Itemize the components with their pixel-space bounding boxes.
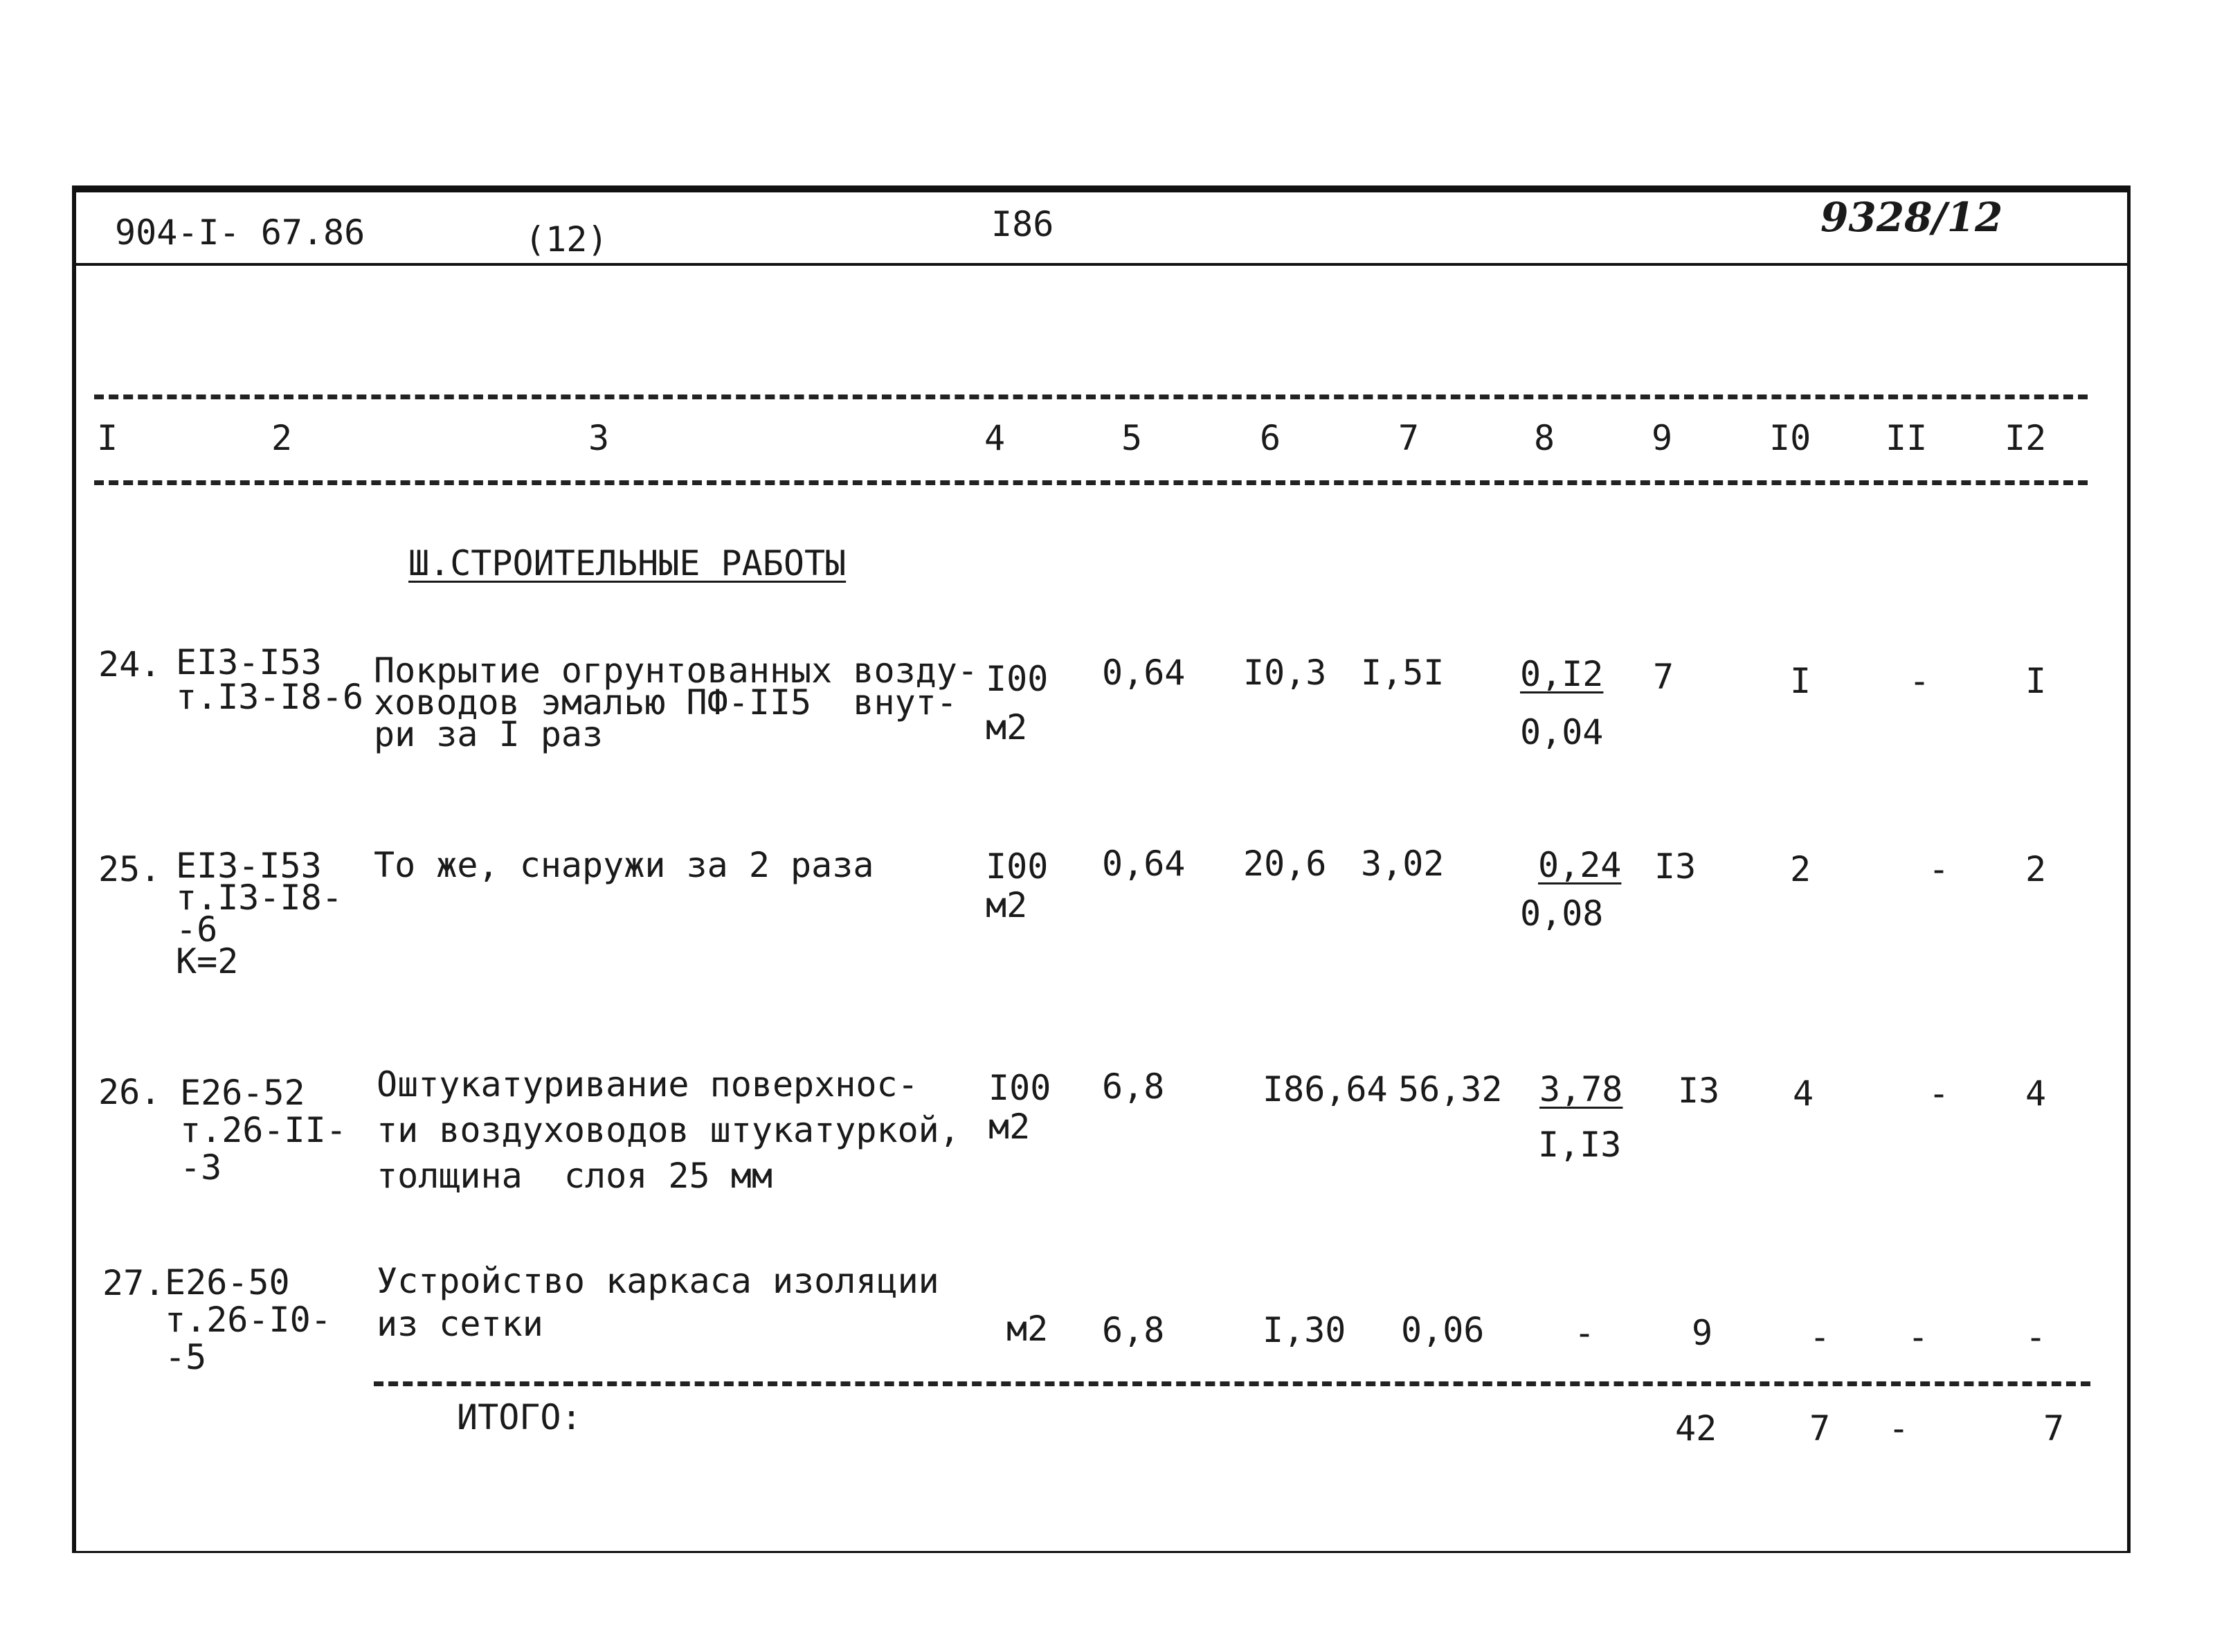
archive-number: 9328/12 <box>1820 194 2003 241</box>
sheet-mark: (12) <box>525 219 608 260</box>
row-26-col11: - <box>1928 1073 1950 1114</box>
row-25-col6: 20,6 <box>1243 844 1327 884</box>
row-25-col11: - <box>1928 849 1950 889</box>
row-24-col7: I,5I <box>1361 653 1445 693</box>
total-col9: 42 <box>1675 1408 1717 1449</box>
row-26-col6: I86,64 <box>1263 1069 1388 1109</box>
row-27-description: Устройство каркаса изоляции из сетки <box>377 1261 939 1344</box>
row-24-col8-top: 0,I2 <box>1520 654 1604 694</box>
row-27-col8: - <box>1574 1313 1595 1353</box>
row-25-col9: I3 <box>1654 846 1697 887</box>
row-27-col12: - <box>2025 1317 2047 1357</box>
row-26-col5: 6,8 <box>1102 1066 1165 1107</box>
row-24-col6: I0,3 <box>1243 653 1327 693</box>
row-24-col12: I <box>2025 661 2047 701</box>
total-rule <box>374 1381 2090 1386</box>
row-26-unit: I00 м2 <box>988 1068 1051 1147</box>
column-header-top-rule <box>94 394 2088 399</box>
total-col11: - <box>1888 1408 1910 1449</box>
row-25-unit: I00 м2 <box>986 846 1049 925</box>
column-header-4: 4 <box>984 418 1006 458</box>
row-25-col8-top: 0,24 <box>1538 845 1622 885</box>
row-26-code: E26-52 т.26-II- -3 <box>180 1073 347 1188</box>
row-27-col7: 0,06 <box>1401 1310 1485 1350</box>
row-26-col8-top: 3,78 <box>1539 1069 1623 1109</box>
row-24-unit: I00 м2 <box>986 659 1049 747</box>
column-header-1: I <box>97 418 118 458</box>
row-26-col7: 56,32 <box>1398 1069 1503 1109</box>
row-26-description: Оштукатуривание поверхнос- ти воздуховодов штукатуркой, толщина слоя 25 мм <box>377 1064 960 1196</box>
page-number: I86 <box>991 204 1054 244</box>
row-27-number: 27. <box>102 1263 165 1303</box>
total-col12: 7 <box>2043 1408 2065 1449</box>
row-26-col9: I3 <box>1678 1071 1720 1111</box>
row-24-code: EI3-I53 т.I3-I8-6 <box>176 642 363 717</box>
row-27-unit: м2 <box>1006 1309 1049 1349</box>
total-col10: 7 <box>1809 1408 1831 1449</box>
row-27-col11: - <box>1908 1317 1929 1357</box>
column-header-7: 7 <box>1398 418 1420 458</box>
row-26-col8-bottom: I,I3 <box>1538 1125 1622 1165</box>
row-24-col10: I <box>1790 661 1811 701</box>
row-24-col5: 0,64 <box>1102 653 1186 693</box>
row-27-col6: I,30 <box>1263 1310 1346 1350</box>
row-26-col12: 4 <box>2025 1073 2047 1114</box>
section-title: Ш.СТРОИТЕЛЬНЫЕ РАБОТЫ <box>408 543 847 583</box>
column-header-9: 9 <box>1652 418 1673 458</box>
column-header-11: II <box>1886 418 1928 458</box>
row-24-col9: 7 <box>1653 657 1674 697</box>
row-26-number: 26. <box>98 1072 161 1112</box>
document-code: 904-I- 67.86 <box>115 212 365 253</box>
row-25-col10: 2 <box>1790 849 1811 889</box>
column-header-12: I2 <box>2005 418 2047 458</box>
row-27-col5: 6,8 <box>1102 1310 1165 1350</box>
row-24-description: Покрытие огрунтованных возду- ховодов эмалью ПФ-II5 внут- ри за I раз <box>374 651 978 754</box>
row-25-col8-bottom: 0,08 <box>1520 893 1604 934</box>
row-24-number: 24. <box>98 644 161 684</box>
header-rule <box>76 263 2131 266</box>
column-header-3: 3 <box>588 418 610 458</box>
row-25-description: То же, снаружи за 2 раза <box>374 845 874 885</box>
row-27-col10: - <box>1809 1317 1831 1357</box>
total-label: ИТОГО: <box>457 1397 582 1437</box>
column-header-6: 6 <box>1260 418 1281 458</box>
row-27-col9: 9 <box>1692 1313 1713 1353</box>
column-header-10: I0 <box>1769 418 1811 458</box>
column-header-2: 2 <box>271 418 293 458</box>
row-24-col11: - <box>1909 661 1931 701</box>
row-25-col7: 3,02 <box>1361 844 1445 884</box>
column-header-bottom-rule <box>94 480 2088 485</box>
row-27-code: E26-50 т.26-I0- -5 <box>165 1262 332 1377</box>
column-header-5: 5 <box>1121 418 1143 458</box>
column-header-8: 8 <box>1534 418 1555 458</box>
row-25-col12: 2 <box>2025 849 2047 889</box>
row-25-code: EI3-I53 т.I3-I8- -6 К=2 <box>176 846 343 981</box>
row-25-col5: 0,64 <box>1102 844 1186 884</box>
row-25-number: 25. <box>98 849 161 889</box>
row-24-col8-bottom: 0,04 <box>1520 712 1604 752</box>
row-26-col10: 4 <box>1793 1073 1814 1114</box>
